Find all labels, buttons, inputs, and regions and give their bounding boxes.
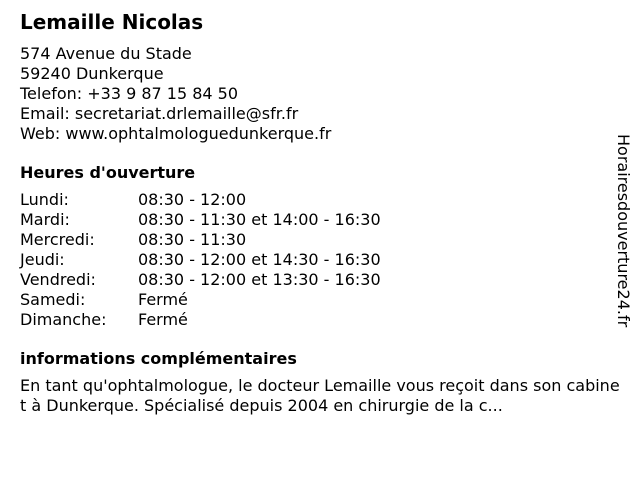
hours-row <box>20 270 610 290</box>
hours-day: Lundi: <box>20 190 69 209</box>
hours-time: 08:30 - 12:00 et 14:30 - 16:30 <box>138 250 381 269</box>
address-city: 59240 Dunkerque <box>20 64 164 83</box>
hours-time: 08:30 - 12:00 <box>138 190 247 209</box>
hours-time: 08:30 - 11:30 <box>138 230 247 249</box>
hours-day: Dimanche: <box>20 310 107 329</box>
hours-time: 08:30 - 11:30 et 14:00 - 16:30 <box>138 210 381 229</box>
hours-row <box>20 190 610 210</box>
hours-row <box>20 230 610 250</box>
hours-table <box>20 190 610 330</box>
hours-time: Fermé <box>138 310 188 329</box>
hours-title: Heures d'ouverture <box>20 163 196 182</box>
info-text: En tant qu'ophtalmologue, le docteur Lemaille vous reçoit dans son cabinet à Dunkerque. Spécialisé depuis 2004 en chirurgie de la c... <box>20 376 620 415</box>
hours-row <box>20 210 610 230</box>
info-title: informations complémentaires <box>20 349 297 368</box>
email-line: Email: secretariat.drlemaille@sfr.fr <box>20 104 299 123</box>
hours-day: Vendredi: <box>20 270 96 289</box>
hours-time: Fermé <box>138 290 188 309</box>
hours-day: Samedi: <box>20 290 86 309</box>
address-street: 574 Avenue du Stade <box>20 44 192 63</box>
hours-row <box>20 290 610 310</box>
site-watermark: Horairesdouverture24.fr <box>614 134 633 328</box>
hours-time: 08:30 - 12:00 et 13:30 - 16:30 <box>138 270 381 289</box>
hours-day: Mardi: <box>20 210 70 229</box>
hours-row <box>20 250 610 270</box>
phone-line: Telefon: +33 9 87 15 84 50 <box>20 84 239 103</box>
hours-day: Mercredi: <box>20 230 95 249</box>
hours-row <box>20 310 610 330</box>
doctor-name: Lemaille Nicolas <box>20 10 204 34</box>
doctor-card <box>20 8 620 416</box>
web-line: Web: www.ophtalmologuedunkerque.fr <box>20 124 332 143</box>
hours-day: Jeudi: <box>20 250 65 269</box>
